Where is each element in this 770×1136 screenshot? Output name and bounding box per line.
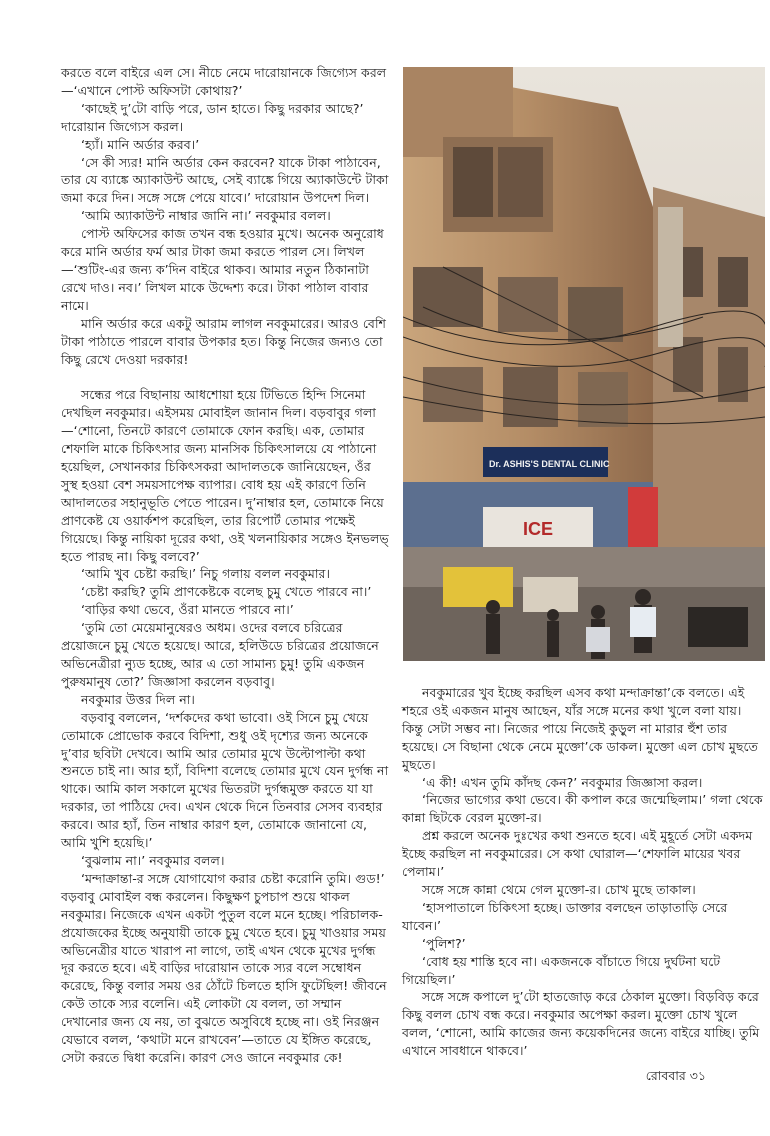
paragraph: মানি অর্ডার করে একটু আরাম লাগল নবকুমারের। আরও বেশি টাকা পাঠাতে পারলে বাবার উপকার হত। কিন্তু নিজের জন্যও তো কিছু রেখে দেওয়া দরকার! bbox=[61, 315, 386, 367]
paragraph: ‘নিজের ভাগ্যের কথা ভেবে। কী কপাল করে জন্মেছিলাম।’ গলা থেকে কান্না ছিটকে বেরল মুক্তো-র। bbox=[402, 792, 763, 826]
paragraph: ‘মন্দাক্রান্তা-র সঙ্গে যোগাযোগ করার চেষ্টা করোনি তুমি। গুড!’ বড়বাবু মোবাইল বন্ধ করলেন। কিছুক্ষণ চুপচাপ শুয়ে থাকল নবকুমার। নিজেকে এখন একটা পুতুল বলে মনে হচ্ছে। পরিচালক-প্রযোজকের ইচ্ছে অনুযায়ী তাকে চুমু খেতে হবে। চুমু খাওয়ার সময় অভিনেত্রীর যাতে খারাপ না লাগে, তাই এখন থেকে মুখের দুর্গন্ধ দূর করতে হবে। এই বাড়ির দারোয়ান তাকে স্যর বলে সম্বোধন করেছে, কিন্তু বলার সময় ওর ঠোঁটে চিলতে হাসি ফুটেছিল! জীবনে কেউ তাকে স্যর বলেনি। এই লোকটা যে বলল, তা সম্মান দেখানোর জন্য যে নয়, তা বুঝতে অসুবিধে হচ্ছে না। ওই নিরঞ্জন যেভাবে বলল, ‘কথাটা মনে রাখবেন’—তাতে যে ইঙ্গিত করেছে, সেটা করতে দ্বিধা করেনি। কারণ সেও জানে নবকুমার কে! bbox=[61, 870, 387, 1065]
paragraph: নবকুমারের খুব ইচ্ছে করছিল এসব কথা মন্দাক্রান্তা’কে বলতে। এই শহরে ওই একজন মানুষ আছেন, যাঁর সঙ্গে মনের কথা খুলে বলা যায়। কিন্তু সেটা সম্ভব না। নিজের পায়ে নিজেই কুড়ুল না মারার হুঁশ তার হয়েছে। সে বিছানা থেকে নেমে মুক্তো’কে ডাকল। মুক্তো এল চোখ মুছতে মুছতে। bbox=[402, 685, 758, 772]
shop-sign: ICE bbox=[523, 519, 554, 539]
paragraph: ‘আমি খুব চেষ্টা করছি।’ নিচু গলায় বলল নবকুমার। bbox=[81, 566, 330, 582]
paragraph: ‘বুঝলাম না।’ নবকুমার বলল। bbox=[81, 852, 225, 868]
right-text-column bbox=[402, 684, 764, 1060]
paragraph: পোস্ট অফিসের কাজ তখন বন্ধ হওয়ার মুখে। অনেক অনুরোধ করে মানি অর্ডার ফর্ম আর টাকা জমা করতে পারল সে। লিখল—‘শুটিং-এর জন্য ক’দিন বাইরে থাকব। আমার নতুন ঠিকানাটা রেখে দাও। নব।’ লিখল মাকে উদ্দেশ্য করে। টাকা পাঠাল বাবার নামে। bbox=[61, 226, 384, 313]
paragraph: সঙ্গে সঙ্গে কান্না থেমে গেল মুক্তো-র। চোখ মুছে তাকাল। bbox=[422, 881, 696, 897]
left-text-column bbox=[61, 64, 391, 1067]
paragraph: ‘আমি অ্যাকাউন্ট নাম্বার জানি না।’ নবকুমার বলল। bbox=[81, 208, 331, 224]
paragraph: প্রশ্ন করলে অনেক দুঃখের কথা শুনতে হবে। এই মুহূর্তে সেটা একদম ইচ্ছে করছিল না নবকুমারের। সে কথা ঘোরাল—‘শেফালি মায়ের খবর পেলাম।’ bbox=[402, 828, 753, 880]
paragraph: ‘পুলিশ?’ bbox=[422, 935, 466, 951]
paragraph: ‘কাছেই দু’টো বাড়ি পরে, ডান হাতে। কিছু দরকার আছে?’ দারোয়ান জিগ্যেস করল। bbox=[61, 100, 364, 134]
paragraph: ‘এ কী! এখন তুমি কাঁদছ কেন?’ নবকুমার জিজ্ঞাসা করল। bbox=[422, 774, 703, 790]
paragraph: নবকুমার উত্তর দিল না। bbox=[81, 691, 195, 707]
clinic-signboard: Dr. ASHIS'S DENTAL CLINIC bbox=[489, 459, 610, 469]
paragraph: ‘সে কী স্যর! মানি অর্ডার কেন করবেন? যাকে টাকা পাঠাবেন, তার যে ব্যাঙ্কে অ্যাকাউন্ট আছে, সেই ব্যাঙ্কে গিয়ে অ্যাকাউন্টে টাকা জমা করে দিন। সঙ্গে সঙ্গে পেয়ে যাবে।’ দারোয়ান উপদেশ দিল। bbox=[61, 154, 389, 206]
paragraph: ‘হ্যাঁ। মানি অর্ডার করব।’ bbox=[81, 136, 200, 152]
paragraph: ‘তুমি তো মেয়েমানুষেরও অধম। ওদের বলবে চরিত্রের প্রয়োজনে চুমু খেতে হয়েছে। আরে, হলিউডে চরিত্রের প্রয়োজনে অভিনেত্রীরা ন্যুড হচ্ছে, আর এ তো সামান্য চুমু! তুমি একজন পুরুষমানুষ তো?’ জিজ্ঞাসা করলেন বড়বাবু। bbox=[61, 620, 379, 689]
paragraph: সন্ধের পরে বিছানায় আধশোয়া হয়ে টিভিতে হিন্দি সিনেমা দেখছিল নবকুমার। এইসময় মোবাইল জানান দিল। বড়বাবুর গলা—‘শোনো, তিনটে কারণে তোমাকে ফোন করছি। এক, তোমার শেফালি মাকে চিকিৎসার জন্য মানসিক চিকিৎসালয়ে যে পাঠানো হয়েছিল, সেখানকার চিকিৎসকরা আদালতকে জানিয়েছেন, ওঁর সুস্থ হওয়া বেশ সময়সাপেক্ষ ব্যাপার। বোধ হয় এই কারণে তিনি আদালতের সহানুভূতি পেতে পারেন। দু’নাম্বার হল, তোমাকে নিয়ে প্রাণকেষ্ট যে ওয়ার্কশপ করেছিল, তার রিপোর্ট তোমার পক্ষেই গিয়েছে। কিন্তু নায়িকা দূরের কথা, ওই খলনায়িকার সঙ্গেও ইনভলভ্ হতে পারছ না। কিছু বলবে?’ bbox=[61, 387, 389, 564]
paragraph: করতে বলে বাইরে এল সে। নীচে নেমে দারোয়ানকে জিগ্যেস করল—‘এখানে পোস্ট অফিসটা কোথায়?’ bbox=[61, 65, 387, 98]
paragraph: ‘হাসপাতালে চিকিৎসা হচ্ছে। ডাক্তার বলছেন তাড়াতাড়ি সেরে যাবেন।’ bbox=[402, 899, 728, 933]
paragraph: ‘চেষ্টা করছি? তুমি প্রাণকেষ্টকে বলেছ চুমু খেতে পারবে না।’ bbox=[81, 584, 372, 600]
paragraph: ‘বাড়ির কথা ভেবে, ওঁরা মানতে পারবে না।’ bbox=[81, 602, 294, 618]
page-footer: রোববার ৩১ bbox=[645, 1068, 706, 1083]
street-photo bbox=[403, 67, 765, 661]
paragraph: ‘বোধ হয় শাস্তি হবে না। একজনকে বাঁচাতে গিয়ে দুর্ঘটনা ঘটে গিয়েছিল।’ bbox=[402, 953, 721, 987]
paragraph: সঙ্গে সঙ্গে কপালে দু’টো হাতজোড় করে ঠেকাল মুক্তো। বিড়বিড় করে কিছু বলল চোখ বন্ধ করে। নবকুমার অপেক্ষা করল। মুক্তো চোখ খুলে বলল, ‘শোনো, আমি কাজের জন্য কয়েকদিনের জন্যে বাইরে যাচ্ছি। তুমি এখানে সাবধানে থাকবে।’ bbox=[402, 989, 760, 1059]
paragraph: বড়বাবু বললেন, ‘দর্শকদের কথা ভাবো। ওই সিনে চুমু খেয়ে তোমাকে প্রোভোক করবে বিদিশা, শুধু ওই দৃশ্যের জন্য অনেকে দু’বার ছবিটা দেখবে। আমি আর তোমার মুখে উল্টোপাল্টা কথা শুনতে চাই না। আর হ্যাঁ, বিদিশা বলেছে তোমার মুখে যেন দুর্গন্ধ না থাকে। আমি কাল সকালে মুখের ভিতরটা দুর্গন্ধমুক্ত করতে যা যা দরকার, তা পাঠিয়ে দেব। এখন থেকে দিনে তিনবার সেসব ব্যবহার করবে। আর হ্যাঁ, তিন নাম্বার কারণ হল, তোমাকে জানানো যে, আমি খুশি হয়েছি।’ bbox=[61, 709, 389, 851]
